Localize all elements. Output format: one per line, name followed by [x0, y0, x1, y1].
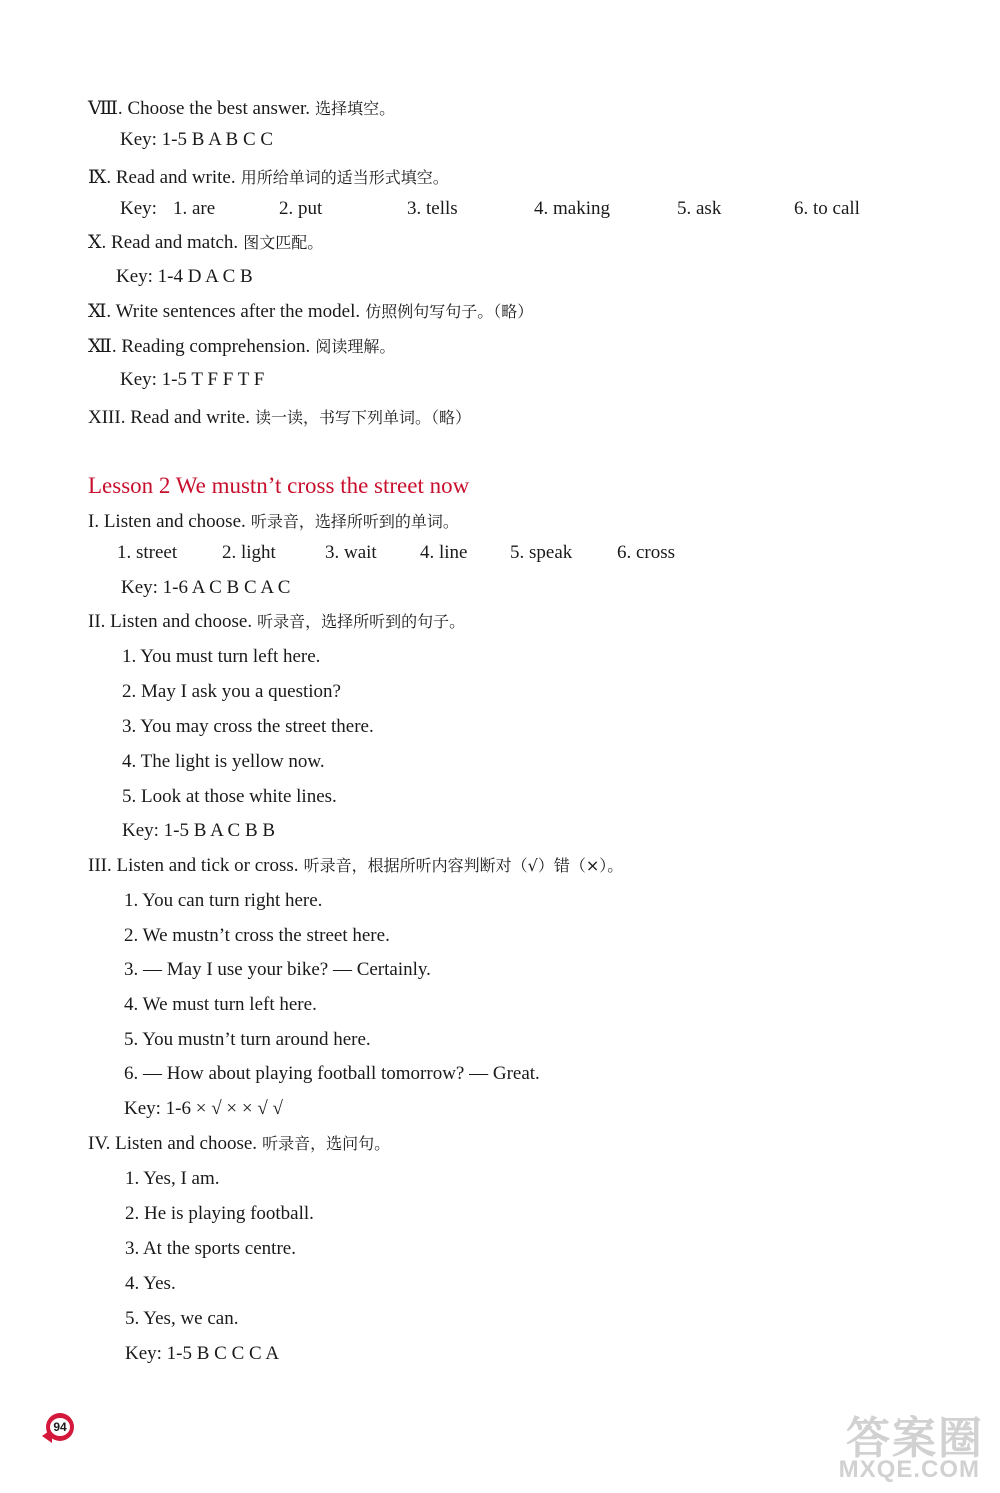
section-12-heading [88, 335, 395, 359]
section-11-heading [88, 300, 533, 324]
watermark-url: MXQE.COM [838, 1456, 980, 1483]
section-number: III. [88, 855, 112, 876]
section-number: Ⅸ. [88, 167, 112, 188]
section-8-heading [88, 97, 395, 121]
section-title-cn: 图文匹配。 [238, 233, 324, 252]
section-1-key: Key: 1-6 A C B C A C [121, 577, 291, 598]
page-number-badge [42, 1413, 72, 1443]
watermark [722, 1400, 992, 1490]
option: 4. line [420, 542, 468, 563]
list-item: 2. We mustn’t cross the street here. [124, 925, 390, 946]
option: 4. making [534, 198, 610, 219]
section-title-cn: 仿照例句写句子。（略） [360, 302, 534, 321]
section-title: Read and write. [125, 407, 250, 428]
section-3-heading [88, 854, 623, 878]
section-title: Reading comprehension. [116, 336, 311, 357]
section-10-key: Key: 1-4 D A C B [116, 266, 253, 287]
list-item: 5. Look at those white lines. [122, 786, 337, 807]
list-item: 2. May I ask you a question? [122, 681, 341, 702]
list-item: 5. Yes, we can. [125, 1308, 239, 1329]
watermark-logo: 答案圈 [846, 1413, 984, 1464]
key-label: Key: [120, 198, 157, 219]
section-title-cn: 听录音，根据所听内容判断对（√）错（×）。 [298, 856, 624, 875]
section-number: XIII. [88, 407, 126, 428]
section-1-heading [88, 510, 459, 534]
section-title-cn: 听录音，选问句。 [257, 1134, 391, 1153]
list-item: 4. Yes. [125, 1273, 176, 1294]
section-title-cn: 读一读，书写下列单词。（略） [249, 408, 472, 427]
section-title: Read and match. [106, 232, 239, 253]
option: 5. ask [677, 198, 722, 219]
list-item: 3. — May I use your bike? — Certainly. [124, 959, 431, 980]
section-10-heading [88, 231, 323, 255]
section-title: Listen and choose. [99, 511, 246, 532]
page-number: 94 [50, 1418, 70, 1436]
section-number: IV. [88, 1133, 111, 1154]
section-8-key: Key: 1-5 B A B C C [120, 129, 274, 150]
option: 3. tells [407, 198, 458, 219]
section-number: Ⅷ. [88, 98, 123, 119]
list-item: 1. Yes, I am. [125, 1168, 220, 1189]
section-9-heading [88, 166, 449, 190]
list-item: 2. He is playing football. [125, 1203, 314, 1224]
section-4-key: Key: 1-5 B C C C A [125, 1343, 280, 1364]
option: 6. cross [617, 542, 676, 563]
section-title-cn: 听录音，选择所听到的单词。 [245, 512, 459, 531]
list-item: 3. You may cross the street there. [122, 716, 374, 737]
section-title-cn: 选择填空。 [310, 99, 396, 118]
list-item: 5. You mustn’t turn around here. [124, 1029, 371, 1050]
section-number: II. [88, 611, 106, 632]
section-title-cn: 用所给单词的适当形式填空。 [235, 168, 449, 187]
section-2-key: Key: 1-5 B A C B B [122, 820, 276, 841]
list-item: 4. The light is yellow now. [122, 751, 325, 772]
option: 3. wait [325, 542, 377, 563]
section-2-heading [88, 610, 465, 634]
section-title-cn: 听录音，选择所听到的句子。 [252, 612, 466, 631]
section-12-key: Key: 1-5 T F F T F [120, 369, 265, 390]
section-title: Read and write. [111, 167, 236, 188]
section-number: I. [88, 511, 100, 532]
lesson-heading: Lesson 2 We mustn’t cross the street now [88, 473, 470, 498]
option: 2. put [279, 198, 323, 219]
list-item: 1. You can turn right here. [124, 890, 323, 911]
section-3-key: Key: 1-6 × √ × × √ √ [124, 1098, 283, 1119]
section-13-heading [88, 406, 471, 430]
list-item: 3. At the sports centre. [125, 1238, 296, 1259]
section-title: Listen and choose. [110, 1133, 258, 1154]
list-item: 6. — How about playing football tomorrow? — Great. [124, 1063, 540, 1084]
section-title: Write sentences after the model. [111, 301, 361, 322]
option: 5. speak [510, 542, 573, 563]
option: 1. street [117, 542, 178, 563]
section-title-cn: 阅读理解。 [310, 337, 396, 356]
section-title: Choose the best answer. [122, 98, 311, 119]
section-title: Listen and choose. [105, 611, 253, 632]
option: 2. light [222, 542, 276, 563]
section-number: Ⅹ. [88, 232, 107, 253]
option: 1. are [173, 198, 216, 219]
option: 6. to call [794, 198, 860, 219]
list-item: 4. We must turn left here. [124, 994, 317, 1015]
section-number: Ⅺ. [88, 301, 112, 322]
section-title: Listen and tick or cross. [111, 855, 299, 876]
list-item: 1. You must turn left here. [122, 646, 321, 667]
section-4-heading [88, 1132, 390, 1156]
section-number: Ⅻ. [88, 336, 117, 357]
